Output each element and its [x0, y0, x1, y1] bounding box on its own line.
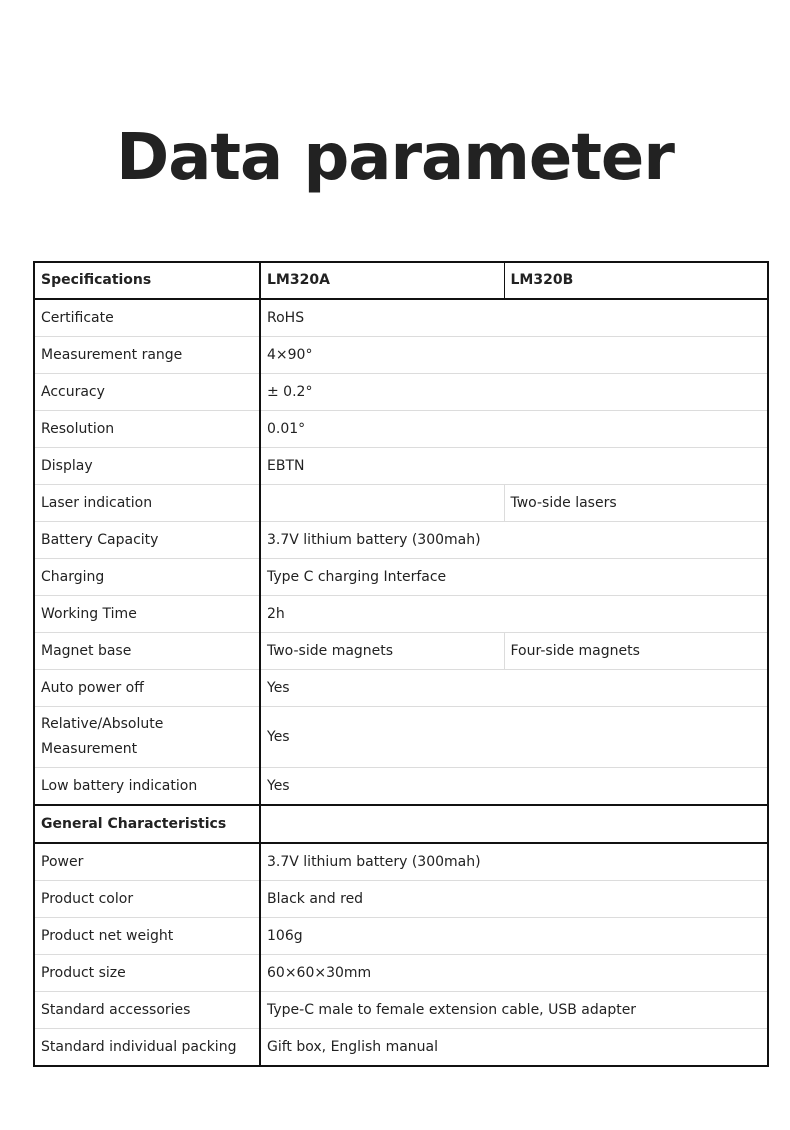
row-label: Certificate — [34, 299, 260, 337]
row-label: Magnet base — [34, 633, 260, 670]
row-label: Product net weight — [34, 918, 260, 955]
table-row-resolution — [34, 411, 768, 448]
table-row-standard-packing — [34, 1029, 768, 1067]
table-row-measurement-range — [34, 337, 768, 374]
table-row-product-color — [34, 881, 768, 918]
row-value: 2h — [260, 596, 768, 633]
spec-table — [33, 261, 769, 1067]
section-heading-empty — [260, 805, 768, 843]
table-row-laser-indication — [34, 485, 768, 522]
table-header-row — [34, 262, 768, 299]
section-header-general — [34, 805, 768, 843]
row-value: Yes — [260, 670, 768, 707]
row-value: Yes — [260, 707, 768, 768]
table-row-product-net-weight — [34, 918, 768, 955]
table-row-power — [34, 843, 768, 881]
table-row-display — [34, 448, 768, 485]
table-row-magnet-base — [34, 633, 768, 670]
section-heading: General Characteristics — [34, 805, 260, 843]
row-label: Display — [34, 448, 260, 485]
table-row-product-size — [34, 955, 768, 992]
row-value: 3.7V lithium battery (300mah) — [260, 843, 768, 881]
row-value: 4×90° — [260, 337, 768, 374]
header-lm320b: LM320B — [504, 262, 768, 299]
row-label: Charging — [34, 559, 260, 596]
table-row-relative-absolute — [34, 707, 768, 768]
row-value: Gift box, English manual — [267, 1038, 439, 1055]
row-label: Product color — [34, 881, 260, 918]
row-value: 3.7V lithium battery (300mah) — [260, 522, 768, 559]
row-value: Type C charging Interface — [260, 559, 768, 596]
table-row-accuracy — [34, 374, 768, 411]
row-value: ± 0.2° — [260, 374, 768, 411]
table-row-low-battery — [34, 768, 768, 806]
row-label: Measurement range — [34, 337, 260, 374]
page-title: Data parameter — [116, 121, 674, 195]
row-value-lm320b: Two-side lasers — [504, 485, 768, 522]
row-value-lm320a: Two-side magnets — [260, 633, 504, 670]
table-row-auto-power-off — [34, 670, 768, 707]
row-label: Accuracy — [34, 374, 260, 411]
row-label: Laser indication — [34, 485, 260, 522]
row-value: Black and red — [260, 881, 768, 918]
row-value-lm320a — [260, 485, 504, 522]
row-label: Relative/Absolute Measurement — [34, 707, 260, 768]
row-value-lm320b: Four-side magnets — [504, 633, 768, 670]
row-label: Power — [34, 843, 260, 881]
row-label: Auto power off — [34, 670, 260, 707]
row-label: Standard accessories — [34, 992, 260, 1029]
row-value: 0.01° — [260, 411, 768, 448]
row-label: Product size — [34, 955, 260, 992]
header-lm320a: LM320A — [260, 262, 504, 299]
row-value: Type-C male to female extension cable, USB adapter — [260, 992, 768, 1029]
row-label: Resolution — [34, 411, 260, 448]
row-label: Low battery indication — [34, 768, 260, 806]
row-value: 60×60×30mm — [260, 955, 768, 992]
header-specifications: Specifications — [34, 262, 260, 299]
row-label: Standard individual packing — [34, 1029, 260, 1067]
row-label: Battery Capacity — [34, 522, 260, 559]
row-value: Yes — [260, 768, 768, 806]
row-value: RoHS — [260, 299, 768, 337]
table-row-standard-accessories — [34, 992, 768, 1029]
table-row-working-time — [34, 596, 768, 633]
table-row-charging — [34, 559, 768, 596]
table-row-certificate — [34, 299, 768, 337]
row-label: Working Time — [34, 596, 260, 633]
table-row-battery-capacity — [34, 522, 768, 559]
row-value: EBTN — [260, 448, 768, 485]
row-value: 106g — [260, 918, 768, 955]
